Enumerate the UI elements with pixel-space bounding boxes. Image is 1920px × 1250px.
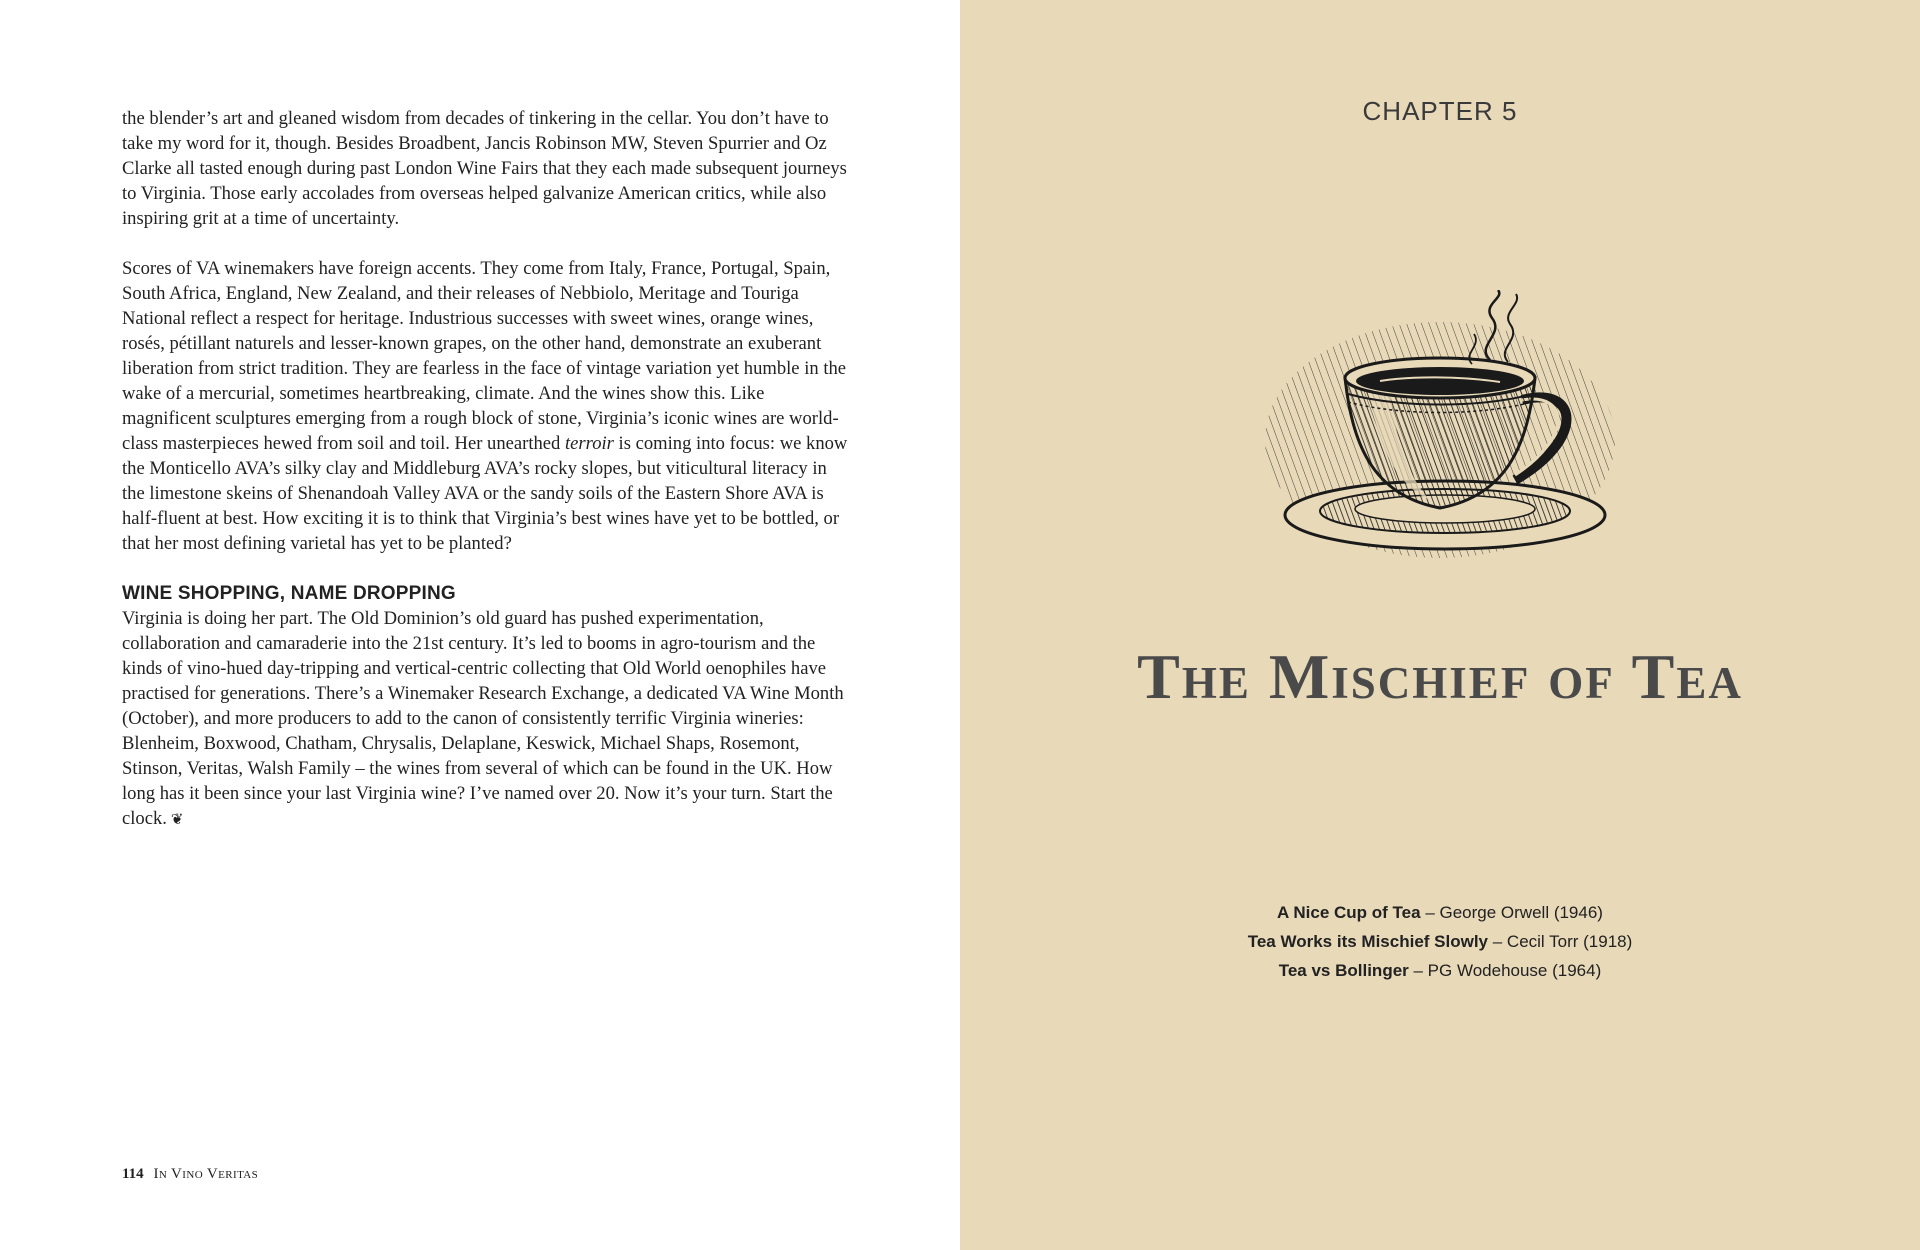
paragraph-2-text-end: is coming into focus: we know the Monticello AVA’s silky clay and Middleburg AVA’s rocky slopes, but viticultural literacy in the limestone skeins of Shenandoah Valley AVA or the sandy soils of the Eastern Shore AVA is half-fluent at best. How exciting it is to think that Virginia’s best wines have yet to be bottled, or that her most defining varietal has yet to be planted? (122, 433, 848, 554)
page-number: 114 (122, 1166, 144, 1182)
teacup-engraving-icon (1260, 290, 1620, 570)
paragraph-2 (122, 256, 848, 556)
contents-item (960, 956, 1920, 985)
paragraph-1: the blender’s art and gleaned wisdom from decades of tinkering in the cellar. You don’t have to take my word for it, though. Besides Broadbent, Jancis Robinson MW, Steven Spurrier and Oz Clarke all tasted enough during past London Wine Fairs that they each made subsequent journeys to Virginia. Those early accolades from overseas helped galvanize American critics, while also inspiring grit at a time of uncertainty. (122, 108, 847, 229)
chapter-contents (960, 898, 1920, 985)
body-text (122, 106, 848, 833)
right-page (960, 0, 1920, 1250)
contents-item (960, 898, 1920, 927)
chapter-label: CHAPTER 5 (1362, 96, 1518, 126)
section-heading: WINE SHOPPING, NAME DROPPING (122, 583, 456, 604)
running-head: In Vino Veritas (153, 1166, 259, 1182)
contents-item-title: A Nice Cup of Tea (1277, 903, 1421, 922)
contents-item-title: Tea Works its Mischief Slowly (1247, 932, 1489, 951)
contents-item-author: – Cecil Torr (1918) (1488, 932, 1633, 951)
contents-item-title: Tea vs Bollinger (1278, 961, 1409, 980)
page-footer (122, 1166, 258, 1183)
paragraph-2-text: Scores of VA winemakers have foreign accents. They come from Italy, France, Portugal, Spain, South Africa, England, New Zealand, and their releases of Nebbiolo, Meritage and Touriga National reflect a respect for heritage. Industrious successes with sweet wines, orange wines, rosés, pétillant naturels and lesser-known grapes, on the other hand, demonstrate an exuberant liberation from strict tradition. They are fearless in the face of vintage variation yet humble in the wake of a mercurial, sometimes heartbreaking, climate. And the wines show this. Like magnificent sculptures emerging from a rough block of stone, Virginia’s iconic wines are world-class masterpieces hewed from soil and toil. Her unearthed (122, 258, 847, 454)
chapter-title: The Mischief of Tea (1137, 641, 1743, 712)
paragraph-3-text: Virginia is doing her part. The Old Dominion’s old guard has pushed experimentation, collaboration and camaraderie into the 21st century. It’s led to booms in agro-tourism and the kinds of vino-hued day-tripping and vertical-centric collecting that Old World oenophiles have practised for generations. There’s a Winemaker Research Exchange, a dedicated VA Wine Month (October), and more producers to add to the canon of consistently terrific Virginia wineries: Blenheim, Boxwood, Chatham, Chrysalis, Delaplane, Keswick, Michael Shaps, Rosemont, Stinson, Veritas, Walsh Family – the wines from several of which can be found in the UK. How long has it been since your last Virginia wine? I’ve named over 20. Now it’s your turn. Start the clock. (122, 608, 844, 829)
paragraph-3 (122, 606, 848, 833)
contents-item-author: – PG Wodehouse (1964) (1408, 961, 1602, 980)
leaf-ornament-icon: ❦ (170, 812, 184, 828)
contents-item (960, 927, 1920, 956)
terroir-italic: terroir (565, 433, 614, 454)
contents-item-author: – George Orwell (1946) (1420, 903, 1603, 922)
